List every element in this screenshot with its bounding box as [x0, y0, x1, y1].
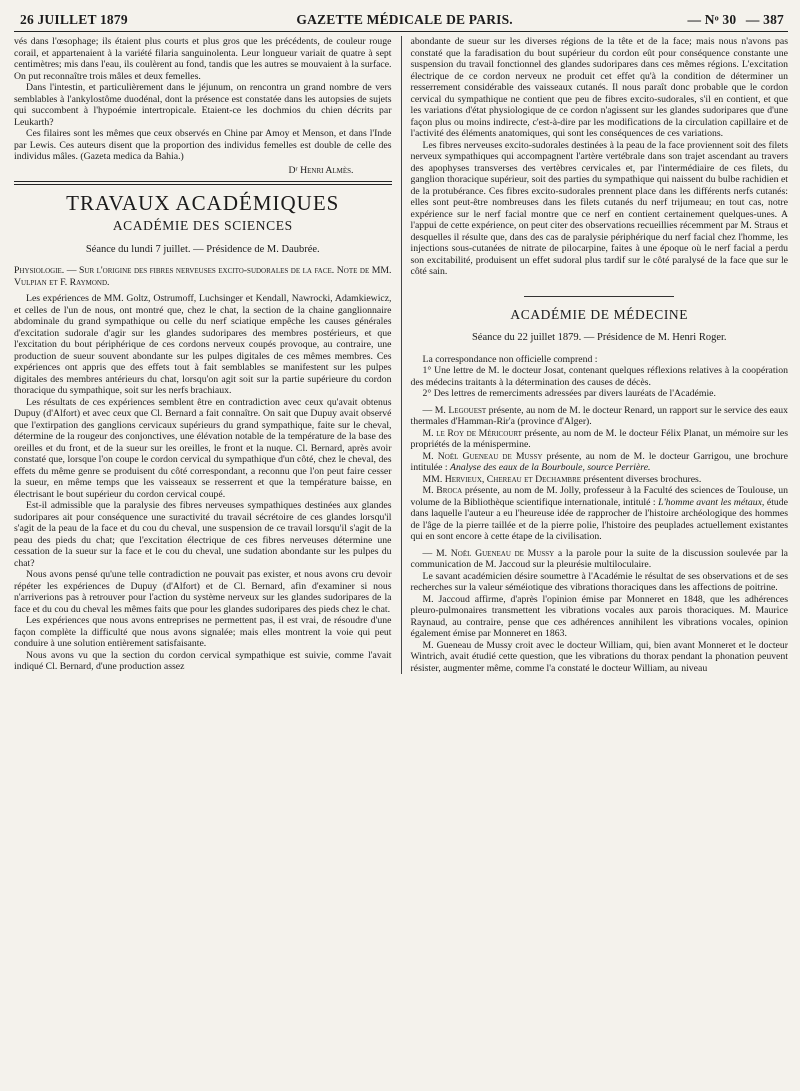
paragraph: — M. Noël Gueneau de Mussy a la parole pour la suite de la discussion soulevée par la communication de M. Jaccoud sur la pleurésie multiloculaire.: [410, 547, 789, 571]
paragraph: Dans l'intestin, et particulièrement dans le jéjunum, on rencontra un grand nombre de vers semblables à l'ankylostôme duodénal, dont la présence est constatée dans les autopsies de sujets qui succombent à l'hypoémie intertropicale. Etaient-ce les dochmios du chien décrits par Leukarth?: [14, 82, 392, 128]
left-column: [14, 36, 402, 674]
paragraph: Les expériences que nous avons entreprises ne permettent pas, il est vrai, de résoudre d'une façon complète la difficulté que nous avons signalée; mais elles montrent la voie qui peut conduire à une solution entièrement satisfaisante.: [14, 615, 392, 650]
speaker-name: MM. Hervieux, Chereau et Dechambre: [422, 473, 582, 485]
issue-info: [682, 12, 784, 28]
paragraph: Ces filaires sont les mêmes que ceux observés en Chine par Amoy et Menson, et dans l'Inde par Lewis. Ces auteurs disent que la proportion des individus femelles est double de celle des individus mâles. (Gazeta medica da Bahia.): [14, 128, 392, 162]
speaker-name: M. Broca: [422, 485, 463, 497]
paragraph: Les résultats de ces expériences semblent être en contradiction avec ceux qu'avait obtenus Dupuy (d'Alfort) et avec ceux que Cl. Bernard a fait connaître. On sait que Dupuy avait observé que l'extirpation des ganglions cervicaux supérieurs du grand sympathique, faite sur le cheval, détermine de la rougeur des conjonctives, une élévation notable de la température de la base des oreilles et du front, et de la sueur sur les oreilles, le front et la nuque. Cl. Bernard, après avoir constaté que, lorsque l'on coupe le cordon cervical du sympathique d'un côté, chez le cheval, des effets du même genre se produisent du côté correspondant, a reconnu que l'on peut faire cesser la sueur, en même temps que les vaisseaux se resserrent et que la température baisse, en électrisant le bout supérieur du cordon cervical coupé.: [14, 396, 392, 500]
speaker-name: — M. Legouest: [422, 404, 487, 416]
academy-title: ACADÉMIE DE MÉDECINE: [510, 306, 689, 322]
paragraph: M. Broca présente, au nom de M. Jolly, professeur à la Faculté des sciences de Toulouse, un volume de la Bibliothèque scientifique internationale, intitulé : L'homme avant les métaux, étude dans laquelle l'auteur a eu l'heureuse idée de rapprocher de l'histoire archéologique des hommes de l'âge de la pierre taillée et de la pierre polie, l'histoire des peuplades actuellement existantes qui en sont encore à cette étape de la civilisation.: [410, 485, 788, 543]
section-divider: [14, 181, 392, 185]
paragraph: Nous avons pensé qu'une telle contradiction ne pouvait pas exister, et nous avons cru devoir répéter les expériences de Dupuy (d'Alfort) et de Cl. Bernard, afin d'examiner si nous n'arriverions pas à retrouver pour l'action du système nerveux sur les glandes sudoripares de la face et du cou du cheval les mêmes faits que pour les glandes sudoripares des pieds chez le chat.: [14, 569, 392, 615]
paragraph: 1° Une lettre de M. le docteur Josat, contenant quelques réflexions relatives à la coopération des médecins traitants à la détermination des causes de décès.: [410, 365, 788, 388]
session-line: Séance du lundi 7 juillet. — Présidence de M. Daubrée.: [85, 243, 320, 255]
academy-title: ACADÉMIE DES SCIENCES: [112, 217, 293, 233]
paragraph: 2° Des lettres de remerciments adressées par divers lauréats de l'Académie.: [422, 388, 716, 400]
paragraph: MM. Hervieux, Chereau et Dechambre présentent diverses brochures.: [422, 473, 702, 485]
speaker-name: M. le Roy de Méricourt: [422, 427, 522, 439]
page-header: [14, 12, 788, 32]
speaker-name: M. Noël Gueneau de Mussy: [422, 450, 543, 462]
page-number: — 387: [745, 12, 784, 27]
paragraph: vés dans l'œsophage; ils étaient plus courts et plus gros que les précédents, de couleur rouge corail, et appartenaient à la variété filaria sanguinolenta. Leur longueur variait de quatre à sept centimètres; mis dans l'eau, ils coulèrent au fond, tandis que les autres se mouvaient à la surface. On put reconnaître trois mâles et deux femelles.: [14, 36, 392, 82]
paragraph: Le savant académicien désire soumettre à l'Académie le résultat de ses observations et de ses recherches sur la valeur séméiotique des vibrations thoraciques dans les affections de poitrine.: [410, 570, 788, 594]
journal-title: GAZETTE MÉDICALE DE PARIS.: [296, 12, 513, 27]
issue-date: 26 JUILLET 1879: [20, 12, 128, 27]
article-category: Physiologie. —: [14, 265, 77, 277]
session-line: Séance du 22 juillet 1879. — Présidence de M. Henri Roger.: [471, 332, 727, 344]
paragraph: abondante de sueur sur les diverses régions de la tête et de la face; mais nous n'avons pas constaté que la faradisation du bout supérieur du cordon eût pour conséquence constante une suspension du travail fonctionnel des glandes sudoripares dans ces mêmes régions. L'excitation électrique de ce cordon nerveux ne produit cet effet qu'à la condition de déterminer un resserrement considérable des vaisseaux cutanés. Il nous paraît donc probable que le cordon cervical du sympathique ne contient que peu de fibres excito-sudorales, s'il en contient, et que les variations d'état physiologique de ce cordon n'agissent sur les glandes sudoripares que d'une façon plus ou moins indirecte, c'est-à-dire par les modifications de la circulation capillaire et de l'activité des éléments anatomiques, qui sont les conséquences de ces variations.: [410, 36, 788, 139]
paragraph: M. Jaccoud affirme, d'après l'opinion émise par Monneret en 1848, que les adhérences pleuro-pulmonaires transmettent les vibrations vocales aux parois thoraciques. M. Maurice Raynaud, au contraire, pense que ces adhérences annihilent les vibrations vocales, opinion également émise par Monneret en 1863.: [410, 593, 788, 640]
paragraph: — M. Legouest présente, au nom de M. le docteur Renard, un rapport sur le service des eaux thermales d'Hamman-Rir'a (province d'Alger).: [410, 404, 789, 428]
paragraph: La correspondance non officielle comprend :: [422, 353, 598, 365]
article-heading: [14, 265, 392, 288]
section-divider: [524, 296, 674, 297]
text-columns: [14, 36, 788, 674]
paragraph: Les expériences de MM. Goltz, Ostrumoff, Luchsinger et Kendall, Nawrocki, Adamkiewicz, et celles de l'un de nous, ont montré que, chez le chat, la section de la chaine ganglionnaire abdominale du grand sympathique ou celle du nerf sciatique empêche les causes générales d'excitation sudorale d'agir sur les glandes sudoripares des membres postérieurs, et que l'excitation du bout périphérique de ces cordons nerveux coupés provoque, au contraire, une production de sueur souvent abondante sur les pulpes digitales de ces mêmes membres. Ces expériences ont appris que des effets tout à fait semblables se manifestent sur les pulpes digitales des membres antérieurs du chat, lorsqu'on agit soit sur la partie supérieure du cordon thoracique du sympathique, soit sur les nerfs brachiaux.: [14, 293, 392, 397]
paragraph: M. Noël Gueneau de Mussy présente, au nom de M. le docteur Garrigou, une brochure intitulée : Analyse des eaux de la Bourboule, source Perrière.: [410, 450, 788, 474]
author-signature: Dʳ Henri Almès.: [288, 164, 354, 176]
issue-number: — Nᵒ 30: [687, 12, 737, 27]
paragraph: Nous avons vu que la section du cordon cervical sympathique est suivie, comme l'avait indiqué Cl. Bernard, d'une production assez: [14, 649, 392, 673]
paragraph: Est-il admissible que la paralysie des fibres nerveuses sympathiques destinées aux glandes sudoripares ait pour conséquence une suractivité du travail sécrétoire de ces glandes lorsqu'il s'agit de la peau de la face et du cou du cheval, une suspension de ce travail lorsqu'il s'agit de la peau des pieds du chat; que l'excitation électrique de ces fibres nerveuses détermine une cessation de la sueur sur la face et le cou du cheval, une sudation abondante sur les pulpes du chat?: [14, 500, 392, 569]
article-title: Sur l'origine des fibres nerveuses excito-sudorales de la face. Note de MM. Vulpian et F. Raymond.: [14, 265, 392, 288]
paragraph: Les fibres nerveuses excito-sudorales destinées à la peau de la face proviennent soit des filets nerveux sympathiques qui accompagnent l'artère vertébrale dans son trajet ascendant au travers des apophyses transverses des vertèbres cervicales et, par l'intermédiaire de ces filets, du ganglion thoracique supérieur, soit des parties du sympathique qui naissent du bulbe rachidien et de la protubérance. Ces fibres excito-sudorales prennent place dans les différents nerfs cutanés: elles sont peut-être nombreuses dans les filets cutanés du nerf trijumeau; en tout cas, notre expérience sur le nerf facial montre que ce nerf en contient certainement quelques-unes. A l'appui de cette expérience, on peut citer des observations recueillies récemment par M. Straus et desquelles il résulte que, dans des cas de paralysie périphérique du nerf facial chez l'homme, les injections sous-cutanées de nitrate de pilocarpine, faites à une époque où le nerf facial a perdu son excitabilité, produisent un effet sudoral plus tardif sur le côté paralysé de la face que sur le côté sain.: [410, 139, 788, 277]
paragraph: M. le Roy de Méricourt présente, au nom de M. le docteur Félix Planat, un mémoire sur les propriétés de la ménispermine.: [410, 427, 788, 451]
section-title: TRAVAUX ACADÉMIQUES: [66, 191, 340, 215]
speaker-name: — M. Noël Gueneau de Mussy: [422, 547, 555, 559]
right-column: [402, 36, 789, 674]
paragraph: M. Gueneau de Mussy croit avec le docteur William, qui, bien avant Monneret et le docteur Wintrich, avait étudié cette question, que les vibrations du thorax pendant la phonation peuvent résister, augmenter même, comme l'a constaté le docteur William, au niveau: [410, 639, 788, 674]
